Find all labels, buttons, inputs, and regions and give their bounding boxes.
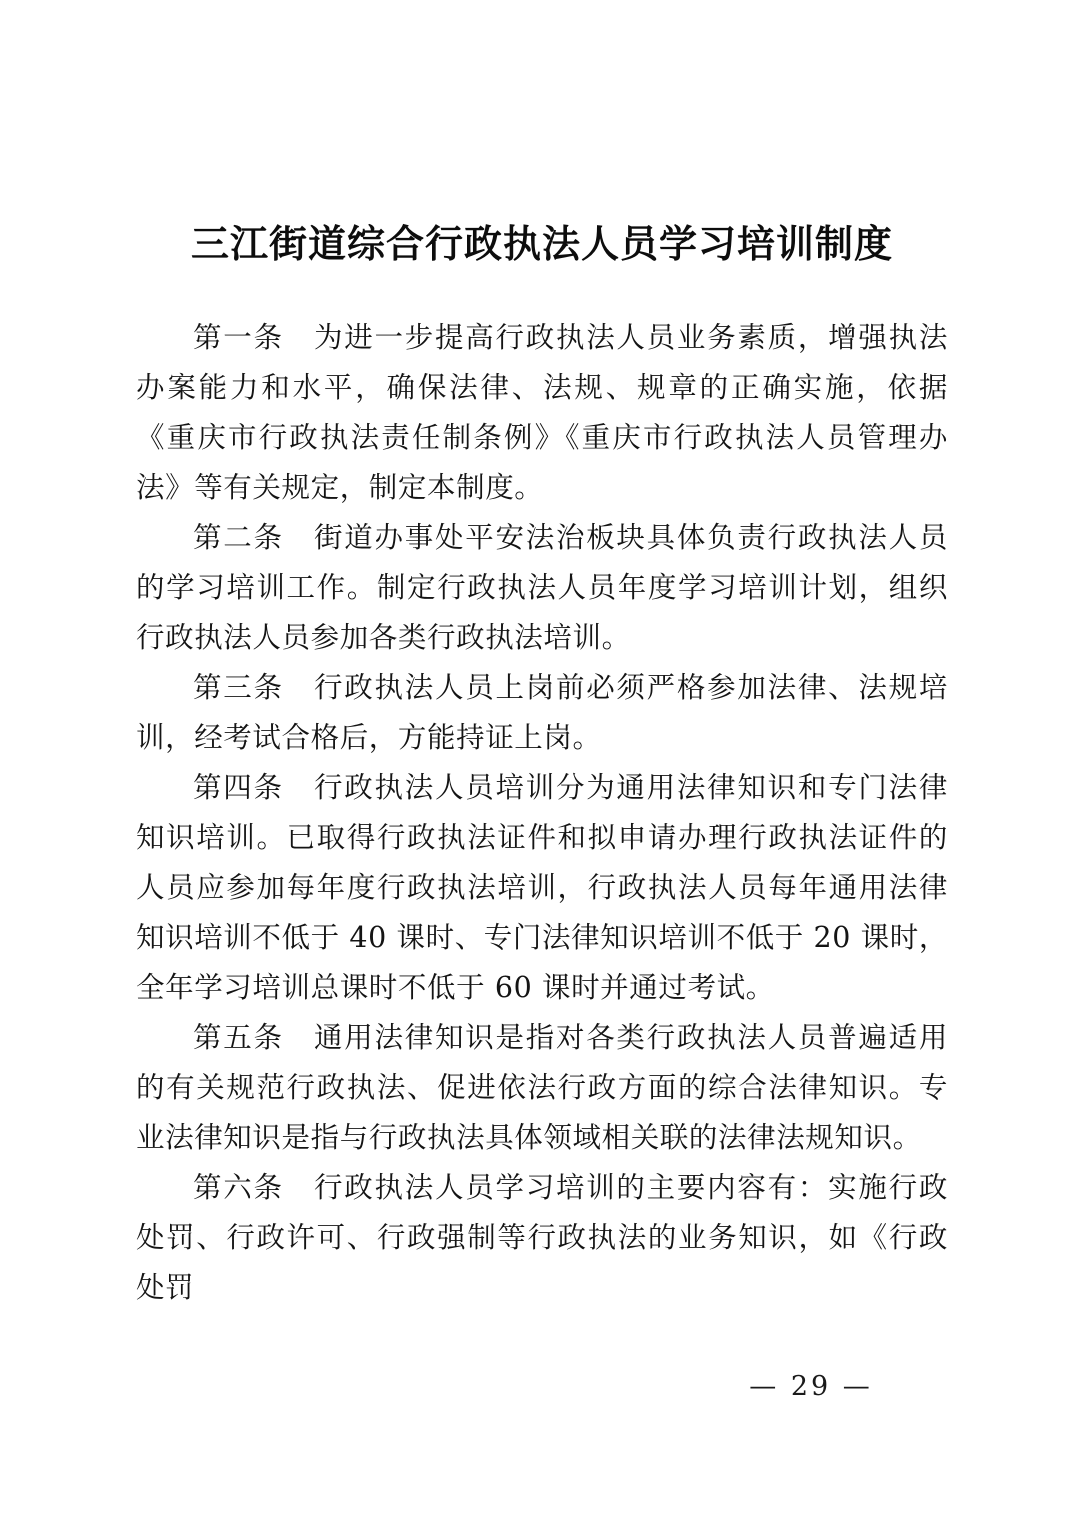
document-body — [136, 313, 948, 1313]
paragraph-article-3: 第三条 行政执法人员上岗前必须严格参加法律、法规培训，经考试合格后，方能持证上岗。 — [136, 671, 948, 755]
paragraph-article-2: 第二条 街道办事处平安法治板块具体负责行政执法人员的学习培训工作。制定行政执法人员年度学习培训计划，组织行政执法人员参加各类行政执法培训。 — [136, 521, 948, 655]
paragraph-article-1: 第一条 为进一步提高行政执法人员业务素质，增强执法办案能力和水平，确保法律、法规、规章的正确实施，依据《重庆市行政执法责任制条例》《重庆市行政执法人员管理办法》等有关规定，制定本制度。 — [136, 321, 948, 505]
paragraph-article-6: 第六条 行政执法人员学习培训的主要内容有：实施行政处罚、行政许可、行政强制等行政执法的业务知识，如《行政处罚 — [136, 1171, 948, 1305]
page-title: 三江街道综合行政执法人员学习培训制度 — [190, 221, 893, 266]
page-number — [0, 1371, 1074, 1402]
page-number-label: — 29 — — [749, 1371, 873, 1402]
paragraph-article-5: 第五条 通用法律知识是指对各类行政执法人员普遍适用的有关规范行政执法、促进依法行政方面的综合法律知识。专业法律知识是指与行政执法具体领域相关联的法律法规知识。 — [136, 1021, 948, 1155]
paragraph-article-4: 第四条 行政执法人员培训分为通用法律知识和专门法律知识培训。已取得行政执法证件和拟申请办理行政执法证件的人员应参加每年度行政执法培训，行政执法人员每年通用法律知识培训不低于 40 课时、专门法律知识培训不低于 20 课时，全年学习培训总课时不低于 60 课时并通过考试。 — [136, 771, 948, 1005]
page-content — [136, 0, 948, 1313]
